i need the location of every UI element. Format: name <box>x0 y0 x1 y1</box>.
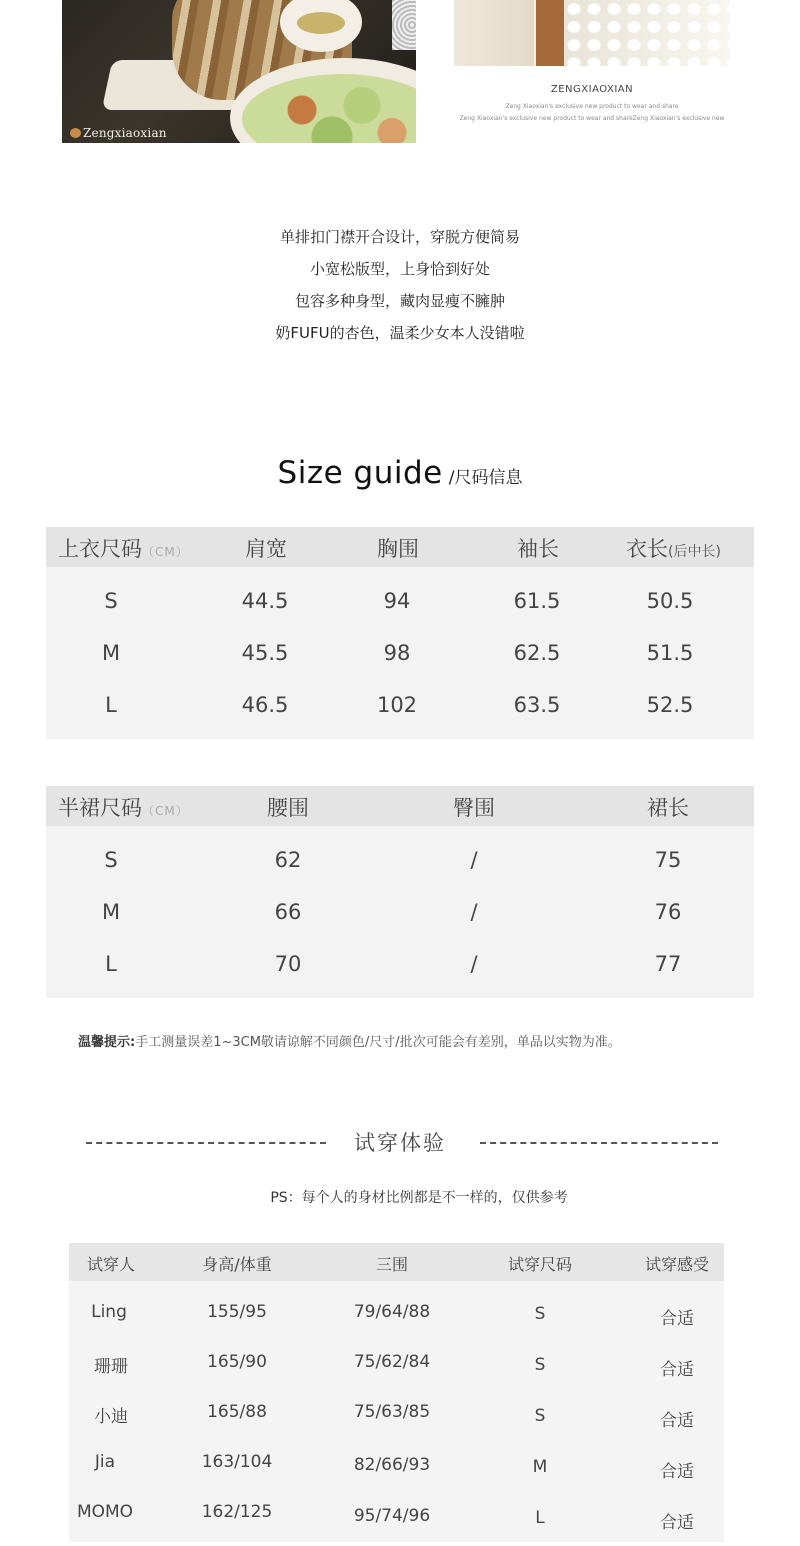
table-cell: L <box>105 693 117 717</box>
table-cell: M <box>101 900 121 924</box>
table-cell: M <box>101 641 121 665</box>
size-guide-title: Size guide <box>277 455 443 491</box>
table-cell: Ling <box>91 1302 127 1322</box>
header-cell: 三围 <box>375 1255 408 1274</box>
table-cell: S <box>534 1406 546 1426</box>
table-cell: 61.5 <box>513 589 561 613</box>
table-cell: S <box>534 1355 546 1375</box>
table-cell: S <box>534 1304 546 1324</box>
table-cell: 63.5 <box>513 693 561 717</box>
description-line: 奶FUFU的杏色，温柔少女本人没错啦 <box>275 324 525 342</box>
table-cell: 珊珊 <box>94 1357 128 1377</box>
dashed-divider-right <box>480 1142 718 1144</box>
header-cell: 腰围 <box>267 796 309 820</box>
table-label: 半裙尺码（CM） <box>58 796 189 820</box>
product-photo-lace <box>454 0 730 66</box>
bear-logo-icon <box>70 128 81 138</box>
header-cell: 胸围 <box>377 537 419 561</box>
tryon-table <box>69 1243 724 1542</box>
size-guide-subtitle: /尺码信息 <box>448 468 523 488</box>
table-cell: 70 <box>274 952 302 976</box>
table-cell: 165/88 <box>207 1402 267 1422</box>
description-line: 单排扣门襟开合设计，穿脱方便简易 <box>279 228 520 246</box>
description-line: 小宽松版型，上身恰到好处 <box>309 260 490 278</box>
table-cell: 94 <box>383 589 411 613</box>
header-cell: 试穿尺码 <box>507 1255 572 1274</box>
table-cell: M <box>532 1457 548 1477</box>
header-cell: 臀围 <box>453 796 495 820</box>
table-cell: 75/63/85 <box>353 1402 431 1422</box>
table-cell: 75/62/84 <box>353 1352 431 1372</box>
table-cell: 51.5 <box>646 641 694 665</box>
header-cell: 试穿感受 <box>644 1255 709 1274</box>
table-cell: 合适 <box>660 1462 694 1482</box>
brand-tagline: Zeng Xiaoxian's exclusive new product to wear and share <box>505 103 679 110</box>
table-cell: 79/64/88 <box>353 1302 431 1322</box>
tryon-note: PS：每个人的身材比例都是不一样的，仅供参考 <box>270 1190 568 1206</box>
header-cell: 衣长(后中长) <box>626 537 721 561</box>
table-label: 上衣尺码（CM） <box>58 537 189 561</box>
table-cell: 76 <box>654 900 682 924</box>
table-cell: 62 <box>274 848 302 872</box>
table-cell: 66 <box>274 900 302 924</box>
table-cell: 162/125 <box>201 1502 273 1522</box>
table-cell: 50.5 <box>646 589 694 613</box>
table-cell: 52.5 <box>646 693 694 717</box>
table-cell: 合适 <box>660 1360 694 1380</box>
table-cell: 合适 <box>660 1309 694 1329</box>
size-guide-heading <box>0 455 800 491</box>
header-cell: 裙长 <box>647 796 689 820</box>
table-cell: 155/95 <box>207 1302 267 1322</box>
table-cell: S <box>104 848 118 872</box>
table-cell: 46.5 <box>241 693 289 717</box>
table-cell: 62.5 <box>513 641 561 665</box>
table-cell: 小迪 <box>94 1407 128 1427</box>
table-cell: / <box>470 900 478 924</box>
header-cell: 身高/体重 <box>202 1255 272 1274</box>
table-cell: 44.5 <box>241 589 289 613</box>
measurement-tip <box>78 1031 621 1050</box>
table-cell: 合适 <box>660 1411 694 1431</box>
table-cell: S <box>104 589 118 613</box>
table-cell: Jia <box>94 1452 116 1472</box>
brand-name: ZENGXIAOXIAN <box>550 84 634 95</box>
table-cell: L <box>105 952 117 976</box>
tip-label: 温馨提示: <box>78 1035 136 1050</box>
table-cell: 75 <box>654 848 682 872</box>
table-cell: 45.5 <box>241 641 289 665</box>
photo-watermark: Zengxiaoxian <box>70 126 167 140</box>
table-cell: 165/90 <box>207 1352 267 1372</box>
product-photo-food <box>62 0 416 143</box>
top-size-table <box>46 527 754 739</box>
header-cell: 肩宽 <box>245 537 287 561</box>
header-cell: 袖长 <box>517 537 559 561</box>
table-cell: MOMO <box>76 1502 134 1522</box>
tip-text: 手工测量误差1~3CM敬请谅解不同颜色/尺寸/批次可能会有差别，单品以实物为准。 <box>135 1035 621 1050</box>
skirt-size-table <box>46 786 754 998</box>
table-cell: 163/104 <box>201 1452 273 1472</box>
tryon-title: 试穿体验 <box>354 1131 446 1155</box>
table-cell: 77 <box>654 952 682 976</box>
brand-tagline-repeat: Zeng Xiaoxian's exclusive new product to wear and shareZeng Xiaoxian's exclusive new <box>459 115 725 122</box>
table-cell: L <box>535 1508 545 1528</box>
table-cell: 95/74/96 <box>353 1506 431 1526</box>
table-cell: 合适 <box>660 1513 694 1533</box>
table-cell: 98 <box>383 641 411 665</box>
table-cell: 82/66/93 <box>353 1455 431 1475</box>
table-cell: 102 <box>376 693 418 717</box>
description-line: 包容多种身型，藏肉显瘦不臃肿 <box>294 292 505 310</box>
header-cell: 试穿人 <box>86 1255 135 1274</box>
table-cell: / <box>470 848 478 872</box>
table-cell: / <box>470 952 478 976</box>
